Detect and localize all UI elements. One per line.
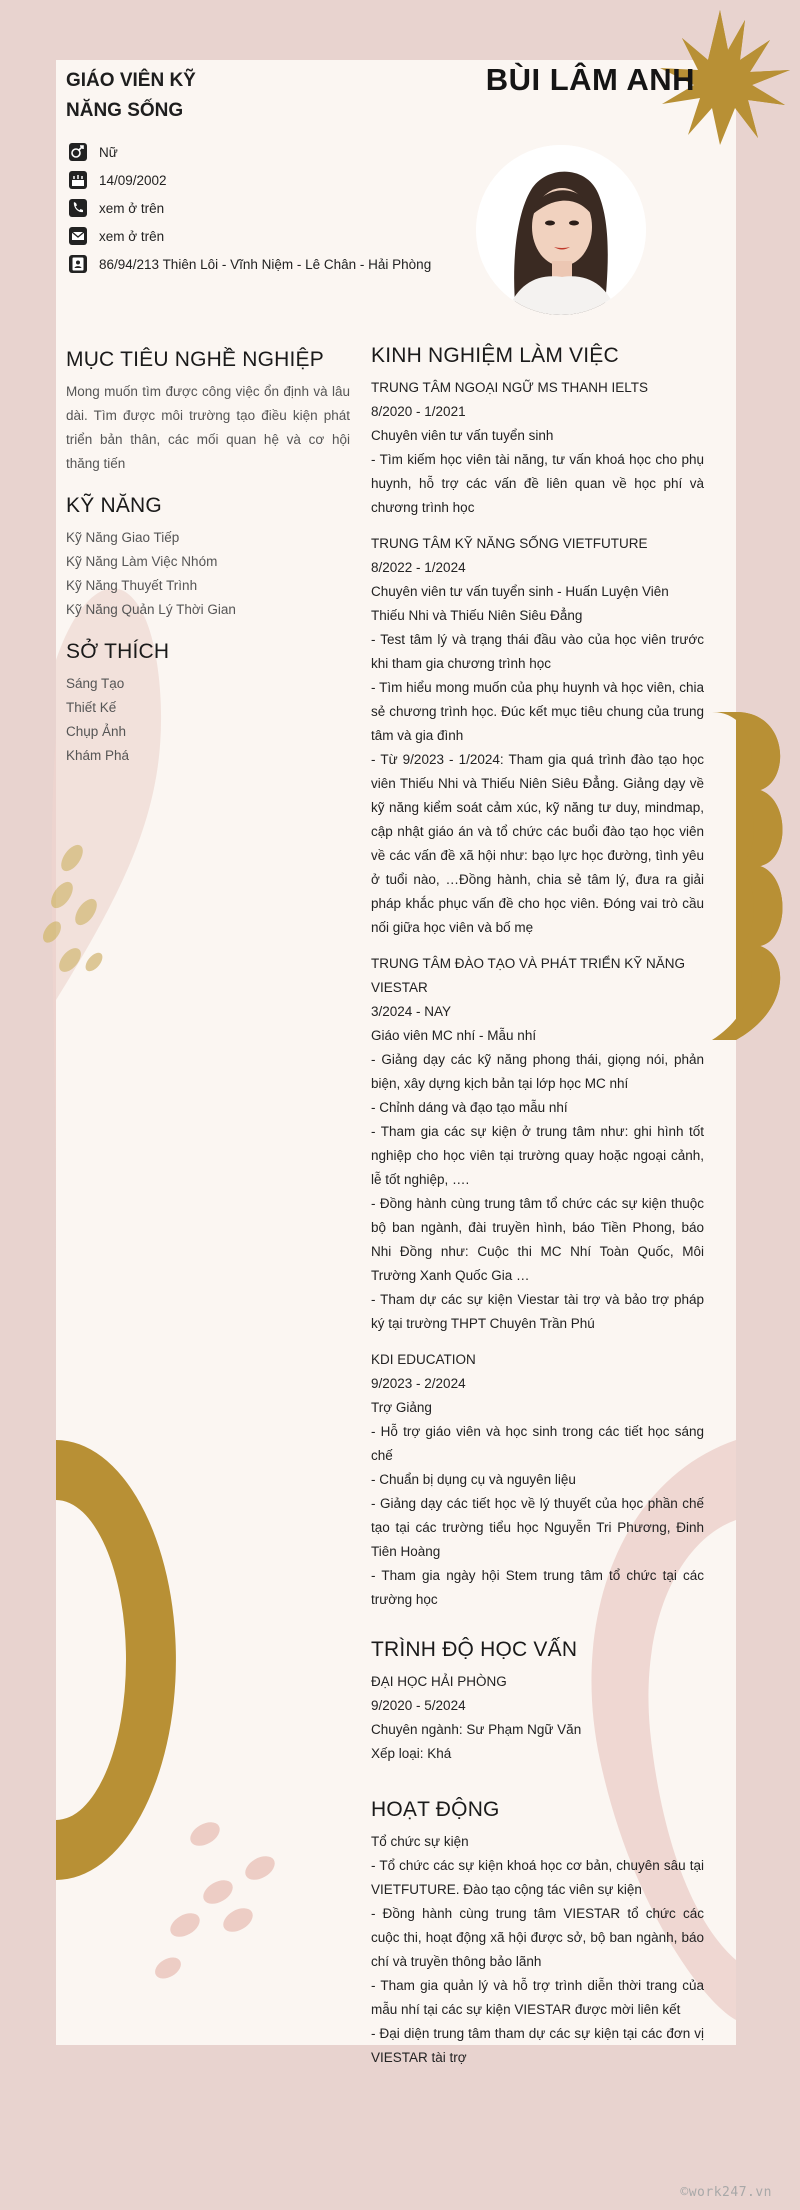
experience-detail: - Đồng hành cùng trung tâm tổ chức các sự kiện thuộc bộ ban ngành, đài truyền hình, báo Tiền Phong, báo Nhi Đồng như: Cuộc thi MC Nhí Toàn Quốc, Môi Trường Xanh Quốc Gia … bbox=[371, 1196, 704, 1283]
experience-title: KINH NGHIỆM LÀM VIỆC bbox=[371, 344, 619, 367]
experience-period: 9/2023 - 2/2024 bbox=[371, 1376, 466, 1391]
experience-detail: - Giảng dạy các tiết học về lý thuyết của học phần chế tạo tại các trường tiểu học Nguyễn Tri Phương, Đinh Tiên Hoàng bbox=[371, 1496, 704, 1559]
hobby-item: Khám Phá bbox=[66, 748, 130, 763]
job-title bbox=[66, 66, 286, 126]
gender-icon bbox=[68, 142, 88, 162]
phone-icon bbox=[68, 198, 88, 218]
experience-company: TRUNG TÂM KỸ NĂNG SỐNG VIETFUTURE bbox=[371, 536, 648, 551]
contact-birthday-value: 14/09/2002 bbox=[99, 172, 167, 188]
contact-address-value: 86/94/213 Thiên Lôi - Vĩnh Niệm - Lê Chân - Hải Phòng bbox=[99, 256, 432, 272]
experience-detail: - Giảng dạy các kỹ năng phong thái, giọng nói, phản biện, xây dựng kịch bản tại lớp học MC nhí bbox=[371, 1052, 704, 1091]
hobby-item: Sáng Tạo bbox=[66, 676, 125, 691]
experience-period: 8/2020 - 1/2021 bbox=[371, 404, 466, 419]
hobby-item: Chụp Ảnh bbox=[66, 724, 127, 739]
contact-birthday bbox=[68, 166, 431, 194]
experience-item bbox=[371, 952, 704, 1336]
experience-period: 3/2024 - NAY bbox=[371, 1004, 452, 1019]
education-grade: Xếp loại: Khá bbox=[371, 1746, 452, 1761]
objective-section bbox=[66, 348, 350, 476]
contact-phone bbox=[68, 194, 431, 222]
contact-phone-value: xem ở trên bbox=[99, 200, 165, 216]
experience-company: KDI EDUCATION bbox=[371, 1352, 476, 1367]
skill-item: Kỹ Năng Quản Lý Thời Gian bbox=[66, 602, 236, 617]
activity-item: - Tổ chức các sự kiện khoá học cơ bản, chuyên sâu tại VIETFUTURE. Đào tạo cộng tác viên sự kiện bbox=[371, 1858, 704, 1897]
contact-address bbox=[68, 250, 431, 278]
experience-detail: - Hỗ trợ giáo viên và học sinh trong các tiết học sáng chế bbox=[371, 1424, 704, 1463]
objective-text: Mong muốn tìm được công việc ổn định và lâu dài. Tìm được môi trường tạo điều kiện phát triển bản thân, các mối quan hệ và cơ hội thăng tiến bbox=[66, 384, 350, 471]
experience-company: TRUNG TÂM NGOẠI NGỮ MS THANH IELTS bbox=[371, 380, 649, 395]
skill-item: Kỹ Năng Giao Tiếp bbox=[66, 530, 180, 545]
avatar bbox=[476, 145, 646, 315]
experience-detail: - Tham gia các sự kiện ở trung tâm như: ghi hình tốt nghiệp cho học viên tại trường quay hoặc ngoại cảnh, lễ tốt nghiệp, …. bbox=[371, 1124, 704, 1187]
contact-gender bbox=[68, 138, 431, 166]
experience-detail: - Chuẩn bị dụng cụ và nguyên liệu bbox=[371, 1472, 576, 1487]
activities-section bbox=[371, 1798, 704, 2070]
activity-item: - Tham gia quản lý và hỗ trợ trình diễn thời trang của mẫu nhí tại các sự kiện VIESTAR được mời liên kết bbox=[371, 1978, 704, 2017]
address-icon bbox=[68, 254, 88, 274]
experience-role: Chuyên viên tư vấn tuyển sinh - Huấn Luyện Viên Thiếu Nhi và Thiếu Niên Siêu Đẳng bbox=[371, 584, 669, 623]
candidate-name: BÙI LÂM ANH bbox=[485, 62, 695, 97]
skills-title: KỸ NĂNG bbox=[66, 494, 162, 517]
contact-email-value: xem ở trên bbox=[99, 228, 165, 244]
right-column bbox=[371, 344, 704, 2088]
education-school: ĐẠI HỌC HẢI PHÒNG bbox=[371, 1674, 507, 1689]
education-section bbox=[371, 1638, 704, 1766]
experience-role: Trợ Giảng bbox=[371, 1400, 432, 1415]
hobby-item: Thiết Kế bbox=[66, 700, 117, 715]
hobbies-title: SỞ THÍCH bbox=[66, 640, 170, 663]
objective-title: MỤC TIÊU NGHỀ NGHIỆP bbox=[66, 348, 324, 371]
experience-item bbox=[371, 1348, 704, 1612]
experience-detail: - Chỉnh dáng và đạo tạo mẫu nhí bbox=[371, 1100, 568, 1115]
birthday-cake-icon bbox=[68, 170, 88, 190]
hobbies-section bbox=[66, 640, 350, 768]
experience-detail: - Tham dự các sự kiện Viestar tài trợ và bảo trợ pháp ký tại trường THPT Chuyên Trần Phú bbox=[371, 1292, 704, 1331]
education-major: Chuyên ngành: Sư Phạm Ngữ Văn bbox=[371, 1722, 582, 1737]
footer-watermark: ©work247.vn bbox=[680, 2185, 772, 2200]
skills-section bbox=[66, 494, 350, 622]
experience-section bbox=[371, 344, 704, 1612]
experience-role: Giáo viên MC nhí - Mẫu nhí bbox=[371, 1028, 537, 1043]
experience-detail: - Tìm hiểu mong muốn của phụ huynh và học viên, chia sẻ chương trình học. Đúc kết mục tiêu chung của trung tâm và gia đình bbox=[371, 680, 704, 743]
experience-period: 8/2022 - 1/2024 bbox=[371, 560, 466, 575]
portrait-photo bbox=[476, 145, 646, 315]
experience-item bbox=[371, 376, 704, 520]
experience-detail: - Test tâm lý và trạng thái đầu vào của học viên trước khi tham gia chương trình học bbox=[371, 632, 704, 671]
skill-item: Kỹ Năng Thuyết Trình bbox=[66, 578, 198, 593]
activity-item: - Đồng hành cùng trung tâm VIESTAR tổ chức các cuộc thi, hoạt động xã hội được sở, bộ ban ngành, báo chí và truyền thông bảo lãnh bbox=[371, 1906, 704, 1969]
contact-email bbox=[68, 222, 431, 250]
activity-item: - Đại diện trung tâm tham dự các sự kiện tại các đơn vị VIESTAR tài trợ bbox=[371, 2026, 704, 2065]
experience-detail: - Từ 9/2023 - 1/2024: Tham gia quá trình đào tạo học viên Thiếu Nhi và Thiếu Niên Siêu Đẳng. Giảng dạy về kỹ năng kiểm soát cảm xúc, kỹ năng tư duy, mindmap, cập nhật giáo án và tổ chức các buổi đào tạo học viên về các vấn đề xã hội như: bạo lực học đường, tình yêu ở tuổi nào, …Đồng hành, chia sẻ tâm lý, đưa ra giải pháp khắc phục vấn đề cho học viên. Đóng vai trò cầu nối giữa học viên và bố mẹ bbox=[371, 752, 704, 935]
activities-title: HOẠT ĐỘNG bbox=[371, 1798, 500, 1821]
job-title-line-1: GIÁO VIÊN KỸ bbox=[66, 70, 196, 91]
left-column bbox=[66, 348, 350, 786]
skill-item: Kỹ Năng Làm Việc Nhóm bbox=[66, 554, 218, 569]
experience-detail: - Tìm kiếm học viên tài năng, tư vấn khoá học cho phụ huynh, hỗ trợ các vấn đề liên quan về học phí và chương trình học bbox=[371, 452, 704, 515]
contact-list bbox=[68, 138, 431, 278]
contact-gender-value: Nữ bbox=[99, 144, 118, 160]
experience-company: TRUNG TÂM ĐÀO TẠO VÀ PHÁT TRIỂN KỸ NĂNG VIESTAR bbox=[371, 956, 686, 995]
email-icon bbox=[68, 226, 88, 246]
activities-subtitle: Tổ chức sự kiện bbox=[371, 1834, 469, 1849]
job-title-line-2: NĂNG SỐNG bbox=[66, 100, 184, 121]
education-period: 9/2020 - 5/2024 bbox=[371, 1698, 466, 1713]
experience-item bbox=[371, 532, 704, 940]
education-title: TRÌNH ĐỘ HỌC VẤN bbox=[371, 1638, 578, 1661]
experience-role: Chuyên viên tư vấn tuyển sinh bbox=[371, 428, 554, 443]
experience-detail: - Tham gia ngày hội Stem trung tâm tổ chức tại các trường học bbox=[371, 1568, 704, 1607]
